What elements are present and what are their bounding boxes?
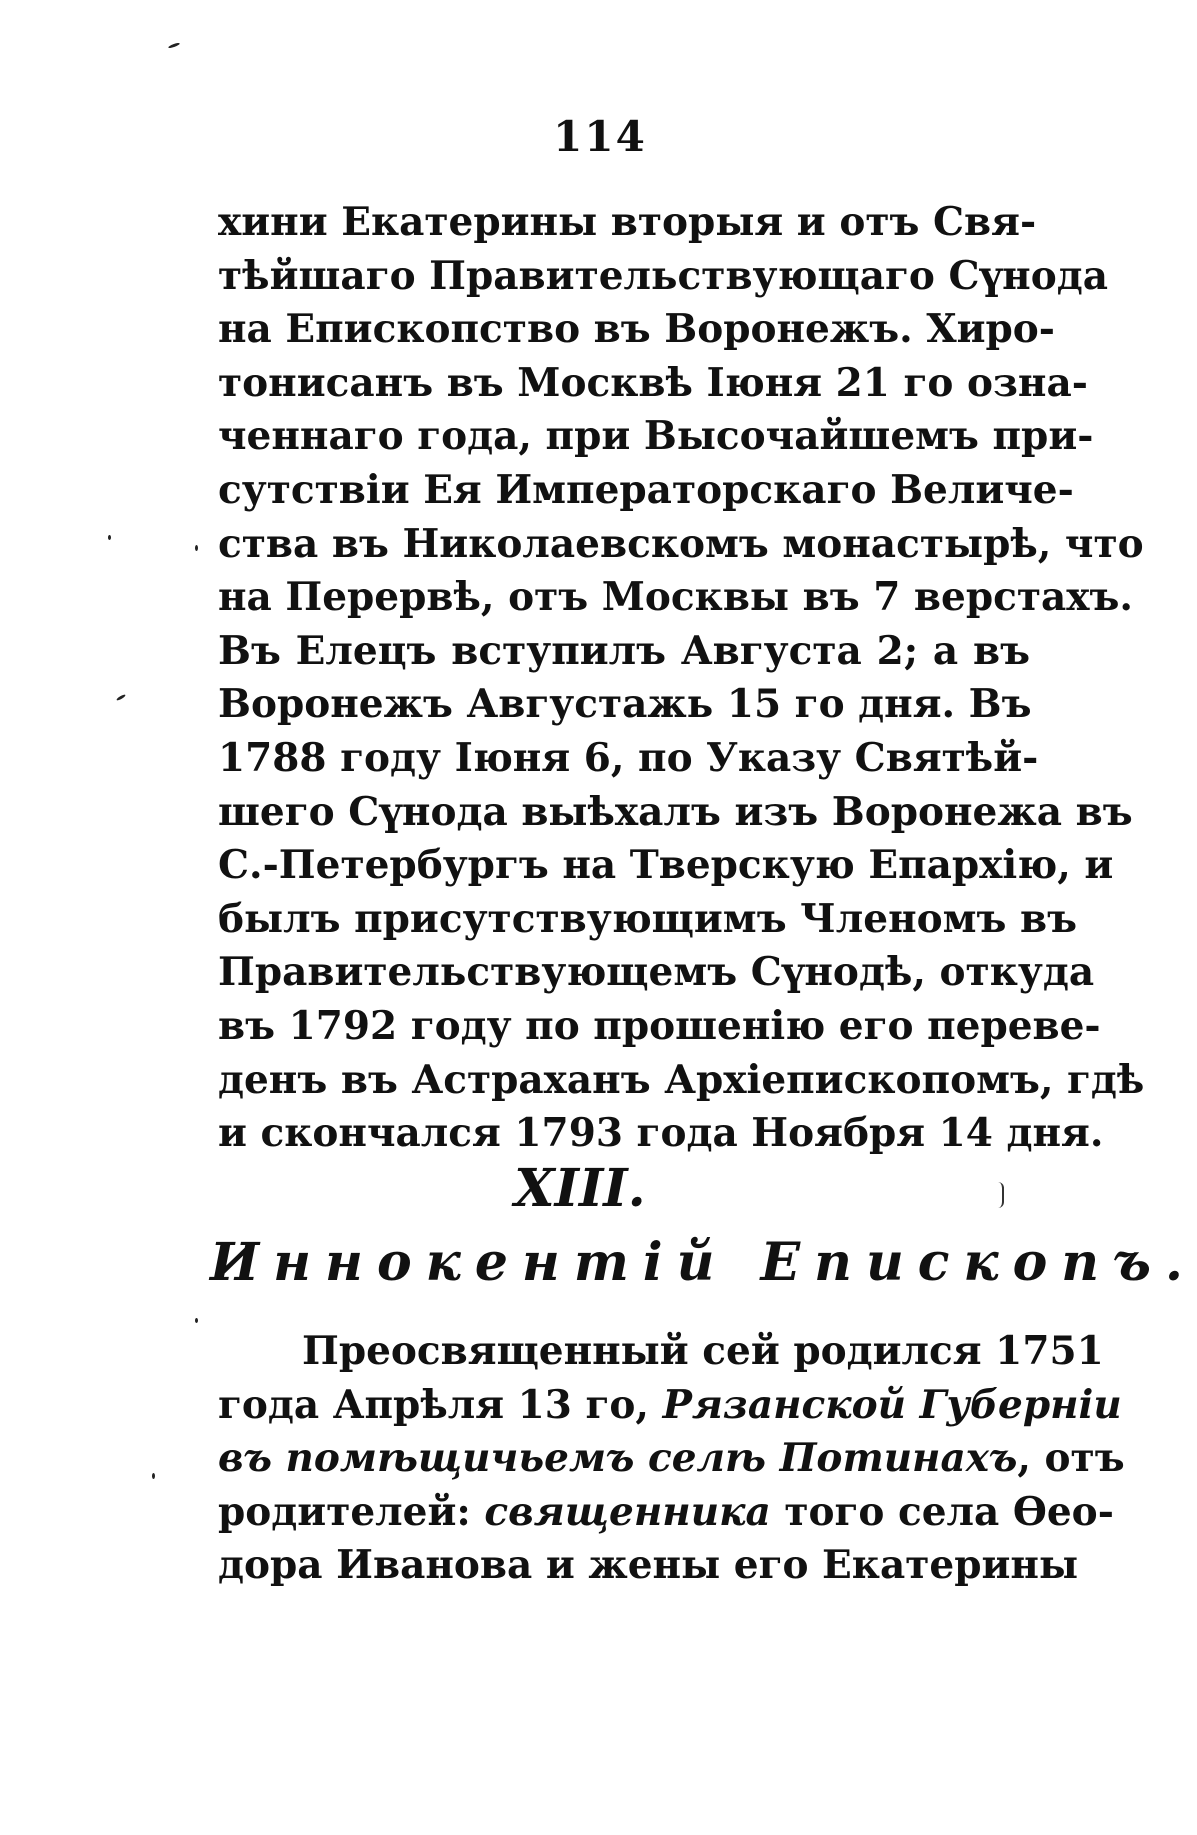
- text-line: Въ Елецъ вступилъ Августа 2; а въ: [218, 627, 1030, 674]
- text-line: былъ присутствующимъ Членомъ въ: [218, 895, 1078, 942]
- text-line: хини Екатерины вторыя и отъ Свя-: [218, 199, 1037, 245]
- text-run: года Апрѣля 13 го,: [218, 1381, 663, 1428]
- italic-text-run: священника: [484, 1488, 771, 1535]
- text-line: Правительствующемъ Сүнодѣ, откуда: [218, 949, 1095, 996]
- paragraph-continued: [218, 196, 1145, 1161]
- text-line: въ 1792 году по прошенію его переве-: [218, 1002, 1101, 1049]
- text-line: ства въ Николаевскомъ монастырѣ, что: [218, 520, 1144, 567]
- text-run: , отъ: [1017, 1435, 1125, 1482]
- section-title: Иннокентій Епископъ.: [210, 1232, 1197, 1293]
- ink-speck: [108, 535, 111, 540]
- text-line: 1788 году Іюня 6, по Указу Святѣй-: [218, 734, 1039, 781]
- text-line: ченнаго года, при Высочайшемъ при-: [218, 413, 1094, 460]
- ink-speck: [152, 1473, 155, 1479]
- italic-text-run: Рязанской Губерніи: [662, 1381, 1122, 1428]
- text-line: [218, 1432, 1125, 1486]
- paragraph-new: [218, 1325, 1125, 1593]
- text-line: сутствіи Ея Императорскаго Величе-: [218, 466, 1074, 513]
- text-line: [218, 1486, 1114, 1540]
- italic-text-run: въ помѣщичьемъ селѣ Потинахъ: [218, 1435, 1018, 1482]
- page-number: 114: [553, 112, 647, 161]
- ink-speck: [195, 1318, 198, 1323]
- text-line: шего Сүнода выѣхалъ изъ Воронежа въ: [218, 788, 1133, 835]
- text-run: родителей:: [218, 1488, 485, 1535]
- text-line: Преосвященный сей родился 1751: [302, 1328, 1104, 1374]
- text-line: тѣйшаго Правительствующаго Сүнода: [218, 252, 1108, 299]
- text-line: на Перервѣ, отъ Москвы въ 7 верстахъ.: [218, 574, 1134, 621]
- text-line: [218, 1379, 1122, 1433]
- text-line: денъ въ Астраханъ Архіепископомъ, гдѣ: [218, 1056, 1145, 1103]
- text-line: дора Иванова и жены его Екатерины: [218, 1542, 1079, 1589]
- text-run: того села Ѳео-: [770, 1488, 1114, 1535]
- section-number: XIII.: [514, 1158, 646, 1219]
- ink-speck: [168, 42, 180, 49]
- ink-speck: [195, 545, 198, 551]
- text-line: тонисанъ въ Москвѣ Іюня 21 го озна-: [218, 359, 1088, 406]
- ink-speck: [116, 694, 126, 702]
- text-line: на Епископство въ Воронежъ. Хиро-: [218, 306, 1055, 353]
- text-line: и скончался 1793 года Ноября 14 дня.: [218, 1110, 1104, 1157]
- text-line: Воронежъ Августажь 15 го дня. Въ: [218, 681, 1032, 728]
- text-line: С.-Петербургъ на Тверскую Епархію, и: [218, 842, 1114, 889]
